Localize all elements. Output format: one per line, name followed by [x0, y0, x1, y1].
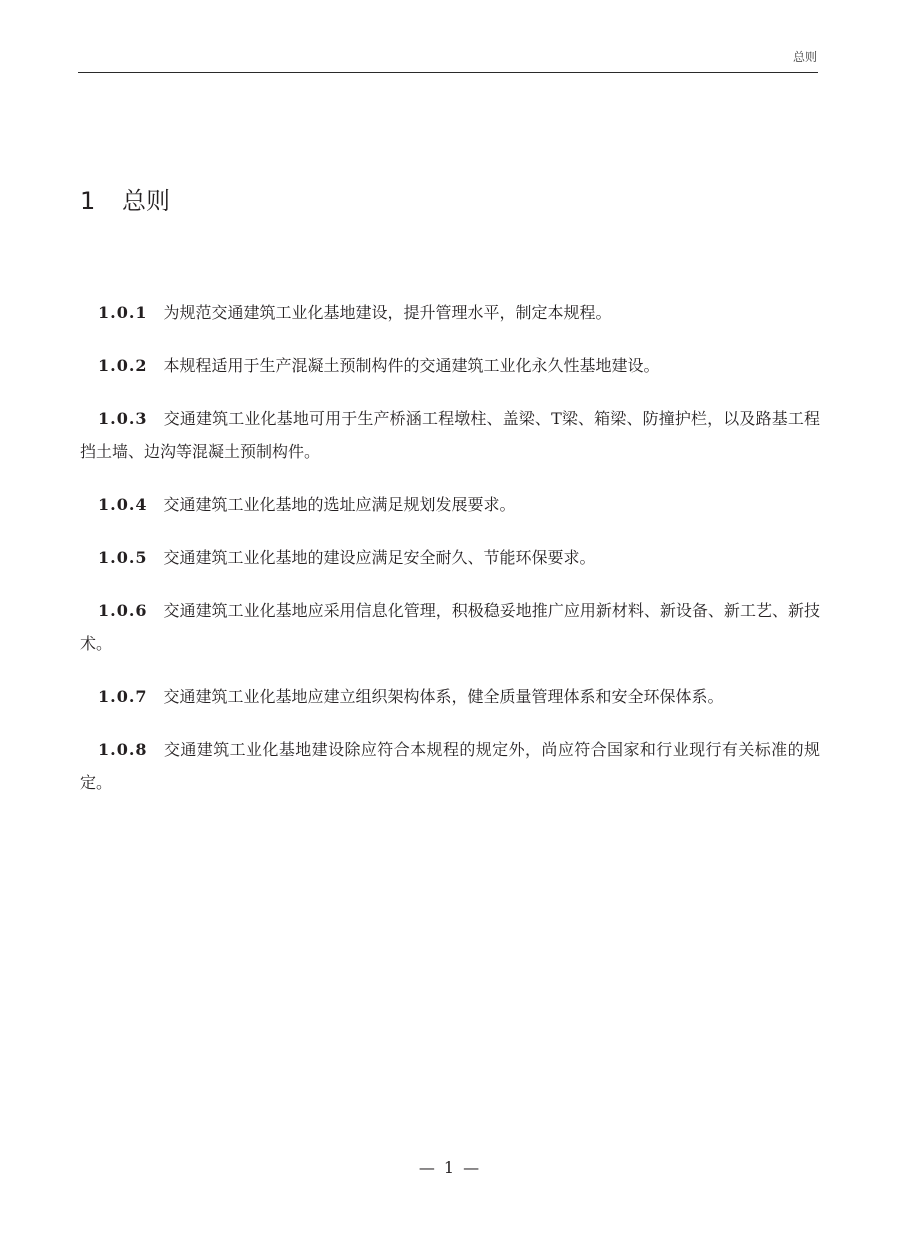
clause-text: 交通建筑工业化基地的选址应满足规划发展要求。	[163, 495, 516, 514]
clause-text: 本规程适用于生产混凝土预制构件的交通建筑工业化永久性基地建设。	[163, 356, 660, 375]
clause-1-0-8	[80, 733, 820, 799]
page-number: — 1 —	[418, 1158, 482, 1177]
clause-number: 1.0.6	[98, 601, 148, 620]
clause-1-0-6	[80, 594, 820, 660]
running-header: 总则	[792, 50, 817, 64]
clause-list	[80, 296, 820, 819]
clause-1-0-2	[80, 349, 820, 382]
clause-1-0-7	[80, 680, 820, 713]
clause-1-0-1	[80, 296, 820, 329]
clause-1-0-4	[80, 488, 820, 521]
clause-text: 交通建筑工业化基地建设除应符合本规程的规定外，尚应符合国家和行业现行有关标准的规定。	[80, 740, 820, 792]
clause-number: 1.0.3	[98, 409, 148, 428]
clause-number: 1.0.4	[98, 495, 148, 514]
clause-number: 1.0.7	[98, 687, 148, 706]
clause-1-0-3	[80, 402, 820, 468]
clause-text: 为规范交通建筑工业化基地建设，提升管理水平，制定本规程。	[163, 303, 612, 322]
header-rule	[78, 72, 818, 73]
clause-number: 1.0.5	[98, 548, 148, 567]
clause-text: 交通建筑工业化基地应采用信息化管理，积极稳妥地推广应用新材料、新设备、新工艺、新技术。	[80, 601, 820, 653]
chapter-title	[80, 181, 170, 216]
chapter-number: 1	[80, 187, 96, 215]
clause-number: 1.0.2	[98, 356, 148, 375]
clause-number: 1.0.1	[98, 303, 148, 322]
chapter-title-text: 总则	[122, 187, 170, 215]
clause-text: 交通建筑工业化基地可用于生产桥涵工程墩柱、盖梁、T梁、箱梁、防撞护栏，以及路基工程挡土墙、边沟等混凝土预制构件。	[80, 409, 820, 461]
clause-number: 1.0.8	[98, 740, 148, 759]
clause-text: 交通建筑工业化基地的建设应满足安全耐久、节能环保要求。	[163, 548, 596, 567]
clause-text: 交通建筑工业化基地应建立组织架构体系，健全质量管理体系和安全环保体系。	[163, 687, 724, 706]
clause-1-0-5	[80, 541, 820, 574]
